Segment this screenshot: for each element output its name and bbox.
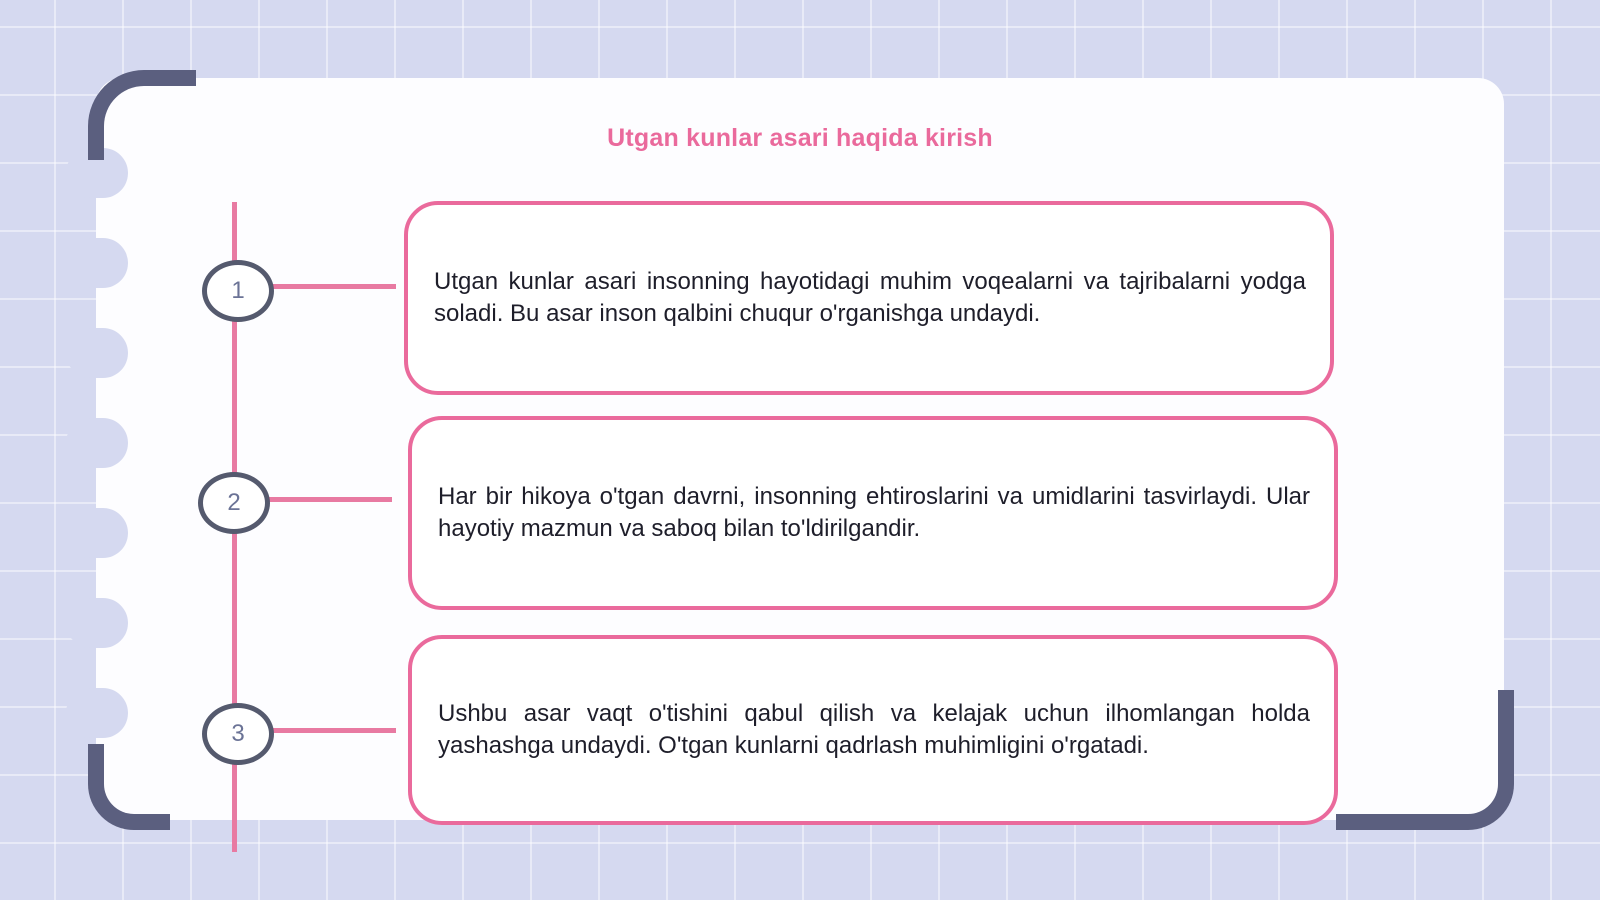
- corner-bracket-bottom-right: [1336, 690, 1514, 830]
- paper-tear-notch: [66, 598, 128, 648]
- corner-bracket-bottom-left: [88, 744, 170, 830]
- timeline-card-3: [408, 635, 1338, 825]
- card-text: Ushbu asar vaqt o'tishini qabul qilish va kelajak uchun ilhomlangan holda yashashga undaydi. O'tgan kunlarni qadrlash muhimligini o'rgatadi.: [438, 700, 1310, 759]
- paper-tear-notch: [66, 418, 128, 468]
- timeline-number: 3: [231, 720, 245, 747]
- card-text: Utgan kunlar asari insonning hayotidagi muhim voqealarni va tajribalarni yodga soladi. Bu asar inson qalbini chuqur o'rganishga undaydi.: [434, 268, 1306, 327]
- timeline-marker-1: [202, 260, 274, 322]
- paper-tear-notch: [66, 688, 128, 738]
- timeline-connector-3: [262, 728, 396, 733]
- paper-tear-notch: [66, 238, 128, 288]
- timeline-connector-2: [258, 497, 392, 502]
- card-text: Har bir hikoya o'tgan davrni, insonning ehtiroslarini va umidlarini tasvirlaydi. Ular hayotiy mazmun va saboq bilan to'ldirilgandir.: [438, 483, 1310, 542]
- timeline-number: 1: [231, 277, 245, 304]
- timeline-marker-2: [198, 472, 270, 534]
- timeline-card-2: [408, 416, 1338, 610]
- timeline-card-1: [404, 201, 1334, 395]
- timeline-connector-1: [262, 284, 396, 289]
- timeline-marker-3: [202, 703, 274, 765]
- paper-tear-notch: [66, 508, 128, 558]
- timeline-number: 2: [227, 489, 241, 516]
- slide-title: Utgan kunlar asari haqida kirish: [607, 124, 993, 152]
- paper-tear-notch: [66, 328, 128, 378]
